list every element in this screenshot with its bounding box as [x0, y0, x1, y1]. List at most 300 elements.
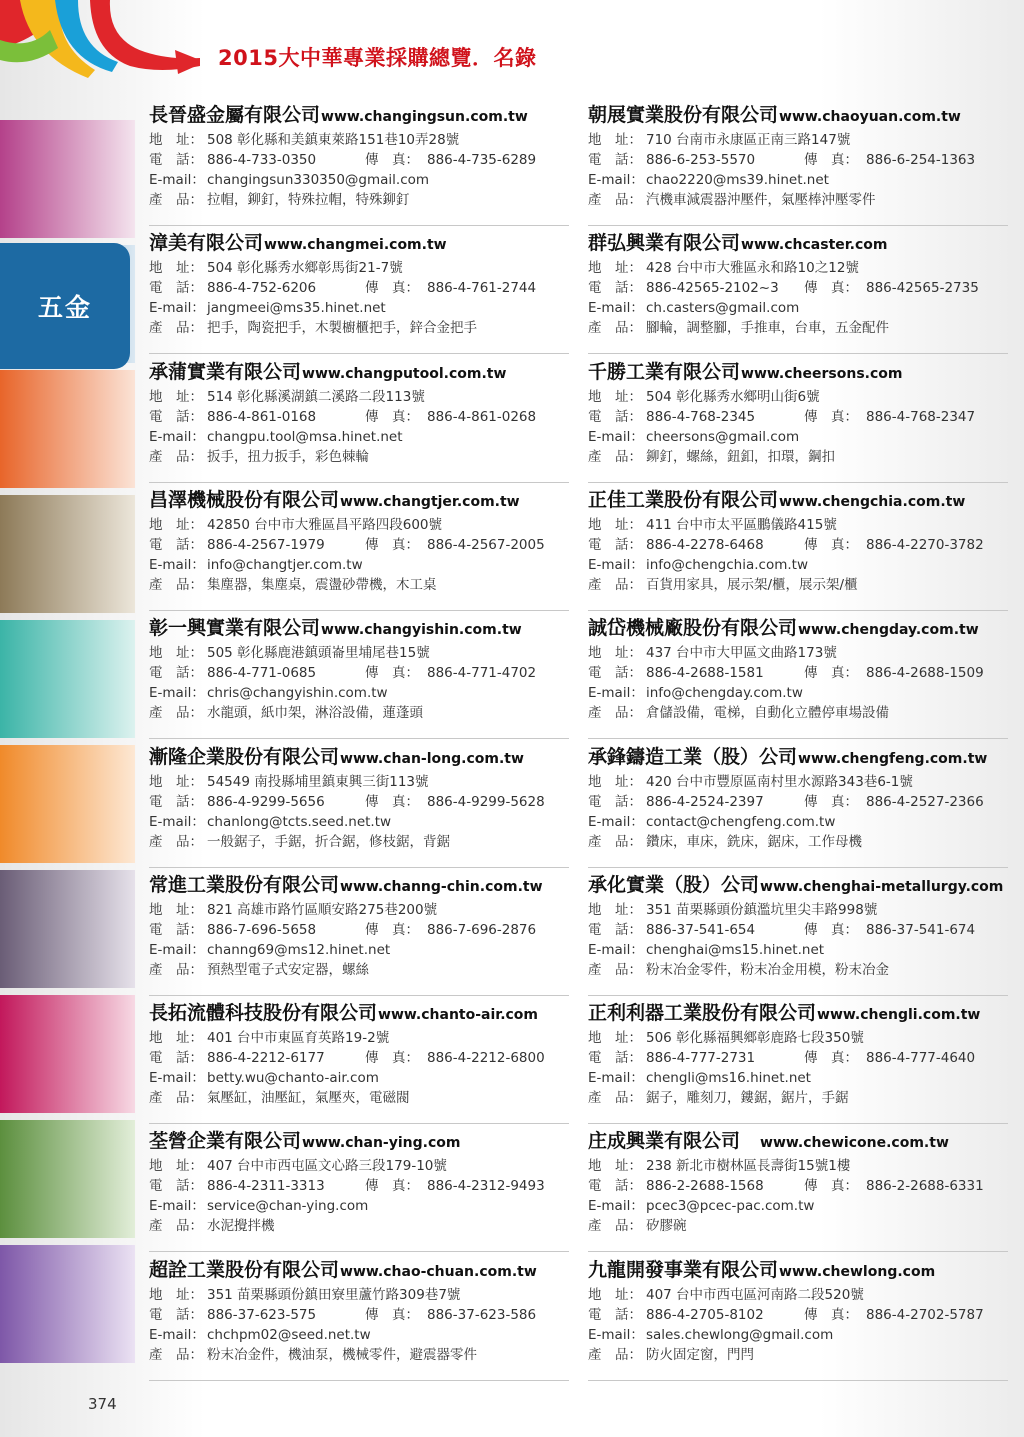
- product-value: 鑽床，車床，銑床，鋸床，工作母機: [646, 833, 862, 850]
- email-label: E-mail：: [588, 556, 644, 573]
- product-value: 粉末冶金零件，粉末冶金用模，粉末冶金: [646, 961, 889, 978]
- company-entry: [149, 482, 569, 611]
- fax-value: 886-4-2212-6800: [427, 1050, 545, 1067]
- phone-fax-row: [588, 535, 984, 555]
- product-label: 產 品：: [149, 448, 203, 465]
- company-name-text: 朝展實業股份有限公司: [588, 104, 779, 126]
- company-name: [149, 102, 528, 128]
- email-value[interactable]: info@changtjer.com.tw: [207, 556, 363, 573]
- email-label: E-mail：: [588, 813, 644, 830]
- email-row: [149, 1068, 379, 1088]
- email-value[interactable]: chris@changyishin.com.tw: [207, 685, 388, 702]
- phone-label: 電 話：: [588, 536, 642, 553]
- product-row: [588, 1345, 754, 1365]
- email-value[interactable]: info@chengchia.com.tw: [646, 556, 808, 573]
- product-value: 倉儲設備，電梯，自動化立體停車場設備: [646, 705, 889, 722]
- company-name: [149, 1257, 537, 1283]
- fax-group: [804, 150, 975, 170]
- address-label: 地 址：: [588, 516, 642, 533]
- company-entry: [588, 610, 1008, 739]
- company-entry: [588, 739, 1008, 868]
- fax-value: 886-4-2527-2366: [866, 793, 984, 810]
- address-label: 地 址：: [588, 901, 642, 918]
- fax-label: 傳 真：: [365, 1050, 419, 1067]
- product-label: 產 品：: [149, 576, 203, 593]
- phone-fax-row: [149, 278, 537, 298]
- address-label: 地 址：: [588, 1286, 642, 1303]
- product-label: 產 品：: [588, 833, 642, 850]
- email-row: [149, 555, 363, 575]
- company-website-link[interactable]: www.chengchia.com.tw: [779, 493, 966, 510]
- company-name: [588, 102, 961, 128]
- address-label: 地 址：: [588, 260, 642, 277]
- address-value: 420 台中市豐原區南村里水源路343巷6-1號: [646, 773, 913, 790]
- company-entry: [149, 97, 569, 226]
- email-label: E-mail：: [149, 941, 205, 958]
- fax-label: 傳 真：: [365, 1178, 419, 1195]
- fax-label: 傳 真：: [804, 1050, 858, 1067]
- phone-value: 886-4-2705-8102: [646, 1306, 764, 1323]
- phone-fax-row: [149, 663, 537, 683]
- address-label: 地 址：: [149, 1286, 203, 1303]
- fax-group: [365, 407, 536, 427]
- fax-group: [804, 535, 984, 555]
- company-name-text: 正佳工業股份有限公司: [588, 488, 779, 511]
- phone-fax-row: [588, 663, 984, 683]
- fax-value: 886-37-623-586: [427, 1306, 537, 1323]
- phone-label: 電 話：: [149, 280, 203, 297]
- email-value[interactable]: betty.wu@chanto-air.com: [207, 1070, 379, 1087]
- phone-label: 電 話：: [149, 665, 203, 682]
- company-entry: [149, 995, 569, 1124]
- page-number: 374: [88, 1395, 117, 1413]
- phone-fax-row: [588, 792, 984, 812]
- address-label: 地 址：: [149, 260, 203, 277]
- product-label: 產 品：: [149, 1346, 203, 1363]
- product-row: [149, 575, 437, 595]
- address-row: [149, 1156, 447, 1176]
- fax-value: 886-4-2567-2005: [427, 536, 545, 553]
- fax-value: 886-37-541-674: [866, 921, 976, 938]
- address-value: 514 彰化縣溪湖鎮二溪路二段113號: [207, 388, 425, 405]
- product-value: 防火固定窗，門閂: [646, 1346, 754, 1363]
- company-website-link[interactable]: www.changtjer.com.tw: [340, 493, 520, 510]
- company-website-link[interactable]: www.chao-chuan.com.tw: [340, 1263, 537, 1280]
- company-name-text: 漸隆企業股份有限公司: [149, 745, 340, 768]
- email-row: [149, 1196, 368, 1216]
- company-website-link[interactable]: www.cheersons.com: [741, 365, 903, 382]
- fax-value: 886-4-2702-5787: [866, 1306, 984, 1323]
- product-label: 產 品：: [588, 961, 642, 978]
- product-label: 產 品：: [149, 320, 203, 337]
- company-entry: [149, 354, 569, 483]
- address-value: 407 台中市西屯區文心路三段179-10號: [207, 1158, 447, 1175]
- fax-label: 傳 真：: [804, 1306, 858, 1323]
- fax-label: 傳 真：: [365, 536, 419, 553]
- email-row: [588, 298, 799, 318]
- email-value[interactable]: chengli@ms16.hinet.net: [646, 1070, 811, 1087]
- address-label: 地 址：: [588, 1158, 642, 1175]
- fax-value: 886-4-761-2744: [427, 280, 537, 297]
- company-entry: [149, 867, 569, 996]
- address-label: 地 址：: [588, 388, 642, 405]
- email-label: E-mail：: [149, 813, 205, 830]
- fax-label: 傳 真：: [365, 152, 419, 168]
- email-value[interactable]: changpu.tool@msa.hinet.net: [207, 428, 403, 445]
- product-row: [149, 703, 423, 723]
- product-value: 一般鋸子，手鋸，折合鋸，修枝鋸，背鋸: [207, 833, 450, 850]
- phone-value: 886-4-861-0168: [207, 408, 317, 425]
- email-value[interactable]: chao2220@ms39.hinet.net: [646, 172, 829, 188]
- address-label: 地 址：: [588, 645, 642, 662]
- company-entry: [588, 482, 1008, 611]
- email-row: [588, 1325, 833, 1345]
- company-name-text: 承化實業（股）公司: [588, 873, 760, 896]
- product-row: [149, 447, 369, 467]
- phone-label: 電 話：: [588, 408, 642, 425]
- fax-label: 傳 真：: [804, 665, 858, 682]
- phone-value: 886-37-623-575: [207, 1306, 317, 1323]
- company-entry: [149, 1252, 569, 1381]
- company-name: [588, 230, 888, 256]
- phone-fax-row: [588, 278, 979, 298]
- company-name: [149, 230, 447, 256]
- fax-label: 傳 真：: [365, 793, 419, 810]
- fax-label: 傳 真：: [804, 536, 858, 553]
- company-name: [149, 359, 506, 385]
- address-label: 地 址：: [149, 645, 203, 662]
- product-row: [149, 1345, 477, 1365]
- phone-fax-row: [588, 1305, 984, 1325]
- fax-label: 傳 真：: [804, 921, 858, 938]
- company-name: [149, 744, 524, 770]
- address-row: [588, 772, 913, 792]
- phone-label: 電 話：: [149, 1306, 203, 1323]
- address-value: 54549 南投縣埔里鎮東興三街113號: [207, 773, 429, 790]
- fax-value: 886-4-2688-1509: [866, 665, 984, 682]
- company-name-text: 承蒲實業有限公司: [149, 360, 302, 383]
- company-website-link[interactable]: www.changputool.com.tw: [302, 365, 507, 382]
- address-value: 42850 台中市大雅區昌平路四段600號: [207, 516, 443, 533]
- phone-label: 電 話：: [588, 280, 642, 297]
- company-website-link[interactable]: www.channg-chin.com.tw: [340, 878, 543, 895]
- fax-value: 886-7-696-2876: [427, 921, 537, 938]
- phone-value: 886-4-2567-1979: [207, 536, 325, 553]
- fax-group: [804, 920, 975, 940]
- phone-fax-row: [149, 1048, 545, 1068]
- phone-value: 886-4-777-2731: [646, 1050, 756, 1067]
- email-row: [149, 298, 386, 318]
- fax-value: 886-4-735-6289: [427, 152, 537, 168]
- fax-group: [365, 792, 545, 812]
- phone-label: 電 話：: [588, 1306, 642, 1323]
- product-value: 水泥攪拌機: [207, 1218, 275, 1235]
- company-website-link[interactable]: www.chaoyuan.com.tw: [779, 109, 961, 125]
- company-entry: [149, 225, 569, 354]
- address-value: 351 苗栗縣頭份鎮田寮里蘆竹路309巷7號: [207, 1286, 461, 1303]
- address-row: [149, 515, 442, 535]
- fax-group: [804, 792, 984, 812]
- company-name: [588, 744, 987, 770]
- email-row: [588, 170, 829, 190]
- company-website-link[interactable]: www.chan-long.com.tw: [340, 750, 524, 767]
- phone-fax-row: [588, 1176, 984, 1196]
- email-row: [588, 812, 835, 832]
- fax-group: [365, 278, 536, 298]
- fax-value: 886-4-768-2347: [866, 408, 976, 425]
- email-row: [588, 1068, 811, 1088]
- company-website-link[interactable]: www.changmei.com.tw: [264, 237, 447, 254]
- product-value: 氣壓缸，油壓缸，氣壓夾，電磁閥: [207, 1090, 410, 1107]
- fax-value: 886-4-9299-5628: [427, 793, 545, 810]
- address-value: 437 台中市大甲區文曲路173號: [646, 645, 837, 662]
- email-label: E-mail：: [588, 685, 644, 702]
- company-name: [588, 615, 979, 641]
- email-label: E-mail：: [149, 172, 205, 188]
- email-label: E-mail：: [149, 428, 205, 445]
- company-website-link[interactable]: www.chcaster.com: [741, 237, 888, 254]
- company-website-link[interactable]: www.chenghai-metallurgy.com: [760, 878, 1004, 895]
- phone-value: 886-4-771-0685: [207, 665, 317, 682]
- product-value: 汽機車減震器沖壓件，氣壓棒沖壓零件: [646, 192, 876, 208]
- page-header-title: 2015大中華專業採購總覽．名錄: [218, 46, 537, 70]
- fax-label: 傳 真：: [804, 408, 858, 425]
- company-entry: [588, 867, 1008, 996]
- product-row: [588, 447, 835, 467]
- product-row: [588, 960, 889, 980]
- phone-fax-row: [588, 920, 976, 940]
- product-label: 產 品：: [588, 1218, 642, 1235]
- address-value: 505 彰化縣鹿港鎮頭崙里埔尾巷15號: [207, 645, 430, 662]
- fax-group: [365, 1305, 536, 1325]
- email-value[interactable]: pcec3@pcec-pac.com.tw: [646, 1198, 815, 1215]
- product-label: 產 品：: [149, 705, 203, 722]
- phone-fax-row: [149, 535, 545, 555]
- product-row: [149, 832, 450, 852]
- address-row: [588, 1285, 864, 1305]
- email-value[interactable]: chchpm02@seed.net.tw: [207, 1326, 371, 1343]
- address-row: [588, 1028, 864, 1048]
- fax-group: [365, 663, 536, 683]
- address-label: 地 址：: [149, 388, 203, 405]
- company-name: [588, 359, 902, 385]
- phone-value: 886-4-752-6206: [207, 280, 317, 297]
- company-name: [149, 1128, 460, 1154]
- company-entry: [149, 610, 569, 739]
- company-name: [149, 872, 543, 898]
- address-row: [588, 258, 859, 278]
- product-value: 扳手，扭力扳手，彩色棘輪: [207, 448, 369, 465]
- fax-value: 886-6-254-1363: [866, 152, 976, 168]
- email-label: E-mail：: [588, 1198, 644, 1215]
- product-row: [588, 575, 858, 595]
- company-entry: [588, 354, 1008, 483]
- product-value: 腳輪，調整腳，手推車，台車，五金配件: [646, 320, 889, 337]
- email-label: E-mail：: [149, 1326, 205, 1343]
- address-value: 428 台中市大雅區永和路10之12號: [646, 260, 859, 277]
- address-label: 地 址：: [149, 1158, 203, 1175]
- address-row: [588, 900, 877, 920]
- company-name-text: 正利利器工業股份有限公司: [588, 1002, 817, 1025]
- address-row: [588, 130, 850, 150]
- email-label: E-mail：: [588, 941, 644, 958]
- email-row: [588, 683, 803, 703]
- header-swoosh-graphic: [0, 0, 200, 100]
- fax-group: [804, 278, 979, 298]
- company-name: [588, 487, 965, 513]
- phone-fax-row: [588, 1048, 976, 1068]
- email-value[interactable]: channg69@ms12.hinet.net: [207, 941, 391, 958]
- company-name: [149, 615, 522, 641]
- fax-label: 傳 真：: [365, 1306, 419, 1323]
- company-website-link[interactable]: www.changingsun.com.tw: [321, 109, 528, 125]
- company-website-link[interactable]: www.chewicone.com.tw: [760, 1135, 949, 1152]
- product-value: 把手，陶瓷把手，木製櫥櫃把手，鋅合金把手: [207, 320, 477, 337]
- fax-group: [804, 1176, 984, 1196]
- email-value[interactable]: chanlong@tcts.seed.net.tw: [207, 813, 392, 830]
- company-website-link[interactable]: www.chengli.com.tw: [817, 1007, 981, 1024]
- phone-label: 電 話：: [149, 1050, 203, 1067]
- product-label: 產 品：: [149, 961, 203, 978]
- product-label: 產 品：: [149, 833, 203, 850]
- address-value: 821 高雄市路竹區順安路275巷200號: [207, 901, 438, 918]
- email-label: E-mail：: [588, 1070, 644, 1087]
- product-label: 產 品：: [588, 448, 642, 465]
- fax-value: 886-4-777-4640: [866, 1050, 976, 1067]
- product-row: [588, 703, 889, 723]
- fax-label: 傳 真：: [365, 408, 419, 425]
- email-row: [149, 940, 390, 960]
- phone-label: 電 話：: [149, 152, 203, 168]
- email-label: E-mail：: [588, 428, 644, 445]
- product-label: 產 品：: [588, 192, 642, 208]
- company-name-text: 彰一興實業有限公司: [149, 617, 321, 640]
- email-row: [149, 170, 429, 190]
- phone-label: 電 話：: [149, 408, 203, 425]
- address-label: 地 址：: [588, 132, 642, 148]
- company-name: [588, 872, 1003, 898]
- fax-group: [365, 150, 536, 170]
- email-row: [588, 1196, 814, 1216]
- email-label: E-mail：: [149, 556, 205, 573]
- email-label: E-mail：: [149, 1198, 205, 1215]
- product-label: 產 品：: [588, 320, 642, 337]
- product-row: [588, 318, 889, 338]
- company-name: [588, 1000, 980, 1026]
- address-row: [588, 1156, 850, 1176]
- company-name: [588, 1257, 935, 1283]
- email-row: [588, 427, 799, 447]
- fax-value: 886-42565-2735: [866, 280, 979, 297]
- address-label: 地 址：: [149, 1030, 203, 1047]
- phone-value: 886-4-733-0350: [207, 152, 317, 168]
- category-tab-hardware[interactable]: 五金: [0, 243, 130, 369]
- fax-label: 傳 真：: [365, 921, 419, 938]
- phone-fax-row: [149, 792, 545, 812]
- email-value[interactable]: info@chengday.com.tw: [646, 685, 803, 702]
- company-entry: [149, 1123, 569, 1252]
- fax-group: [804, 1305, 984, 1325]
- phone-value: 886-6-253-5570: [646, 152, 756, 168]
- email-label: E-mail：: [588, 172, 644, 188]
- company-name-text: 漳美有限公司: [149, 232, 264, 255]
- company-name-text: 群弘興業有限公司: [588, 232, 741, 255]
- email-row: [149, 812, 391, 832]
- product-row: [149, 318, 477, 338]
- company-name: [149, 1000, 538, 1026]
- email-value[interactable]: contact@chengfeng.com.tw: [646, 813, 836, 830]
- fax-group: [804, 1048, 975, 1068]
- address-row: [149, 643, 430, 663]
- fax-value: 886-4-861-0268: [427, 408, 537, 425]
- phone-label: 電 話：: [149, 536, 203, 553]
- email-label: E-mail：: [588, 300, 644, 317]
- phone-label: 電 話：: [588, 152, 642, 168]
- email-value[interactable]: changingsun330350@gmail.com: [207, 172, 430, 188]
- phone-label: 電 話：: [588, 665, 642, 682]
- product-row: [149, 1088, 410, 1108]
- fax-label: 傳 真：: [804, 793, 858, 810]
- address-row: [149, 258, 403, 278]
- phone-value: 886-42565-2102~3: [646, 280, 779, 297]
- fax-label: 傳 真：: [365, 280, 419, 297]
- company-website-link[interactable]: www.changyishin.com.tw: [321, 622, 522, 639]
- product-row: [588, 1216, 687, 1236]
- company-name-text: 長晉盛金屬有限公司: [149, 104, 321, 126]
- email-row: [149, 1325, 371, 1345]
- phone-label: 電 話：: [588, 1050, 642, 1067]
- address-value: 504 彰化縣秀水鄉明山街6號: [646, 388, 820, 405]
- email-value[interactable]: sales.chewlong@gmail.com: [646, 1326, 834, 1343]
- product-value: 矽膠碗: [646, 1218, 687, 1235]
- product-label: 產 品：: [588, 1090, 642, 1107]
- product-row: [149, 960, 369, 980]
- address-value: 504 彰化縣秀水鄉彰馬街21-7號: [207, 260, 403, 277]
- address-row: [149, 900, 437, 920]
- email-value[interactable]: cheersons@gmail.com: [646, 428, 800, 445]
- phone-label: 電 話：: [149, 921, 203, 938]
- address-label: 地 址：: [588, 773, 642, 790]
- email-value[interactable]: ch.casters@gmail.com: [646, 300, 800, 317]
- email-row: [588, 940, 824, 960]
- email-value[interactable]: chenghai@ms15.hinet.net: [646, 941, 825, 958]
- company-website-link[interactable]: www.chengday.com.tw: [798, 622, 979, 639]
- product-row: [149, 1216, 275, 1236]
- email-row: [149, 683, 388, 703]
- email-row: [588, 555, 808, 575]
- email-value[interactable]: jangmeei@ms35.hinet.net: [207, 300, 386, 317]
- address-label: 地 址：: [588, 1030, 642, 1047]
- email-value[interactable]: service@chan-ying.com: [207, 1198, 369, 1215]
- company-name: [149, 487, 520, 513]
- email-label: E-mail：: [588, 1326, 644, 1343]
- address-value: 506 彰化縣福興鄉彰鹿路七段350號: [646, 1030, 864, 1047]
- address-value: 401 台中市東區育英路19-2號: [207, 1030, 390, 1047]
- address-row: [588, 515, 837, 535]
- company-website-link[interactable]: www.chengfeng.com.tw: [798, 750, 988, 767]
- company-website-link[interactable]: www.chanto-air.com: [378, 1007, 539, 1024]
- phone-fax-row: [149, 1305, 537, 1325]
- product-label: 產 品：: [149, 1218, 203, 1235]
- fax-label: 傳 真：: [804, 152, 858, 168]
- company-website-link[interactable]: www.chan-ying.com: [302, 1135, 461, 1152]
- company-website-link[interactable]: www.chewlong.com: [779, 1263, 936, 1280]
- phone-value: 886-4-9299-5656: [207, 793, 325, 810]
- phone-value: 886-4-2524-2397: [646, 793, 764, 810]
- fax-label: 傳 真：: [804, 280, 858, 297]
- product-row: [588, 832, 862, 852]
- address-value: 351 苗栗縣頭份鎮濫坑里尖丰路998號: [646, 901, 878, 918]
